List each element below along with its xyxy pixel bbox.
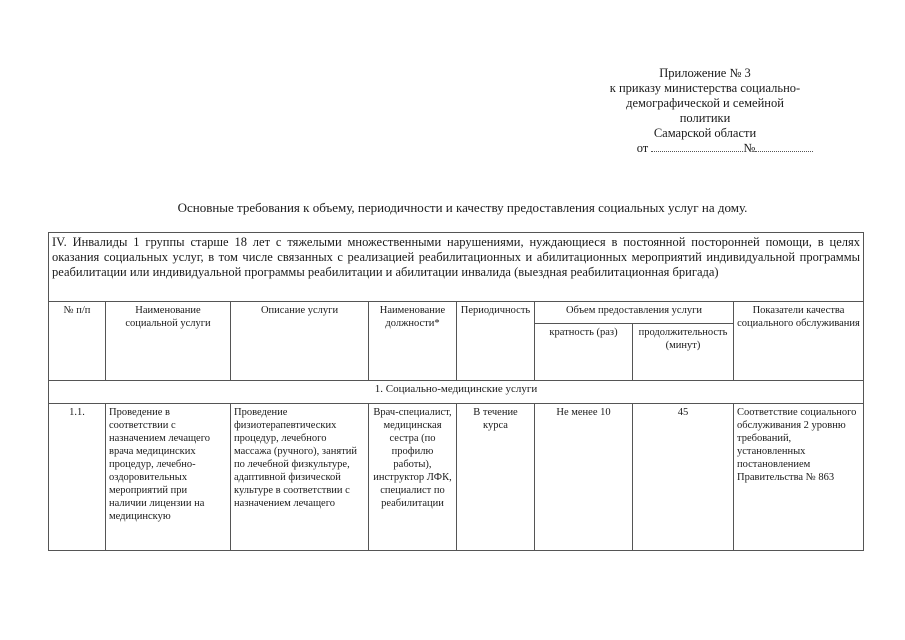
number-sign: №: [743, 141, 756, 155]
row-service-name: Проведение в соответствии с назначением лечащего врача медицинских процедур, лечебно-оздоровительных мероприятий при наличии лицензии на медицинскую: [106, 404, 231, 551]
appendix-line: к приказу министерства социально-: [609, 81, 801, 95]
row-quality: Соответствие социального обслуживания 2 уровню требований, установленных постановлением Правительства № 863: [734, 404, 864, 551]
document-title: Основные требования к объему, периодичности и качеству предоставления социальных услуг на дому.: [177, 200, 748, 215]
row-duration: 45: [633, 404, 734, 551]
header-quality: Показатели качества социального обслуживания: [734, 302, 864, 381]
header-description: Описание услуги: [231, 302, 369, 381]
appendix-line: Самарской области: [653, 126, 757, 140]
section-title: IV. Инвалиды 1 группы старше 18 лет с тяжелыми множественными нарушениями, нуждающиеся в постоянной посторонней помощи, в целях оказания социальных услуг, в том числе связанных с реализацией реабилитационных и абилитационных мероприятий индивидуальной программы реабилитации или индивидуальной программы реабилитации и абилитации инвалида (выездная реабилитационная бригада): [49, 233, 864, 302]
header-duration: продолжительность (минут): [633, 324, 734, 381]
header-periodicity: Периодичность: [457, 302, 535, 381]
services-table: [48, 232, 864, 551]
date-number-line: [600, 141, 850, 156]
header-position: Наименование должности*: [369, 302, 457, 381]
number-blank: [755, 141, 813, 152]
header-times: кратность (раз): [535, 324, 633, 381]
header-num: № п/п: [49, 302, 106, 381]
appendix-line: политики: [679, 111, 731, 125]
header-service-name: Наименование социальной услуги: [106, 302, 231, 381]
appendix-line: Приложение № 3: [659, 66, 751, 80]
row-position: Врач-специалист, медицинская сестра (по профилю работы), инструктор ЛФК, специалист по реабилитации: [369, 404, 457, 551]
row-periodicity: В течение курса: [457, 404, 535, 551]
appendix-header: [560, 66, 850, 156]
row-description: Проведение физиотерапевтических процедур, лечебного массажа (ручного), занятий по лечебной физкультуре, адаптивной физической культуре в соответствии с назначением лечащего: [231, 404, 369, 551]
row-times: Не менее 10: [535, 404, 633, 551]
row-num: 1.1.: [49, 404, 106, 551]
group-title: 1. Социально-медицинские услуги: [49, 381, 864, 404]
date-blank: [651, 141, 743, 152]
appendix-line: демографической и семейной: [626, 96, 784, 110]
header-volume: Объем предоставления услуги: [535, 302, 734, 324]
date-prefix: от: [636, 141, 649, 155]
table-row: [49, 404, 864, 551]
